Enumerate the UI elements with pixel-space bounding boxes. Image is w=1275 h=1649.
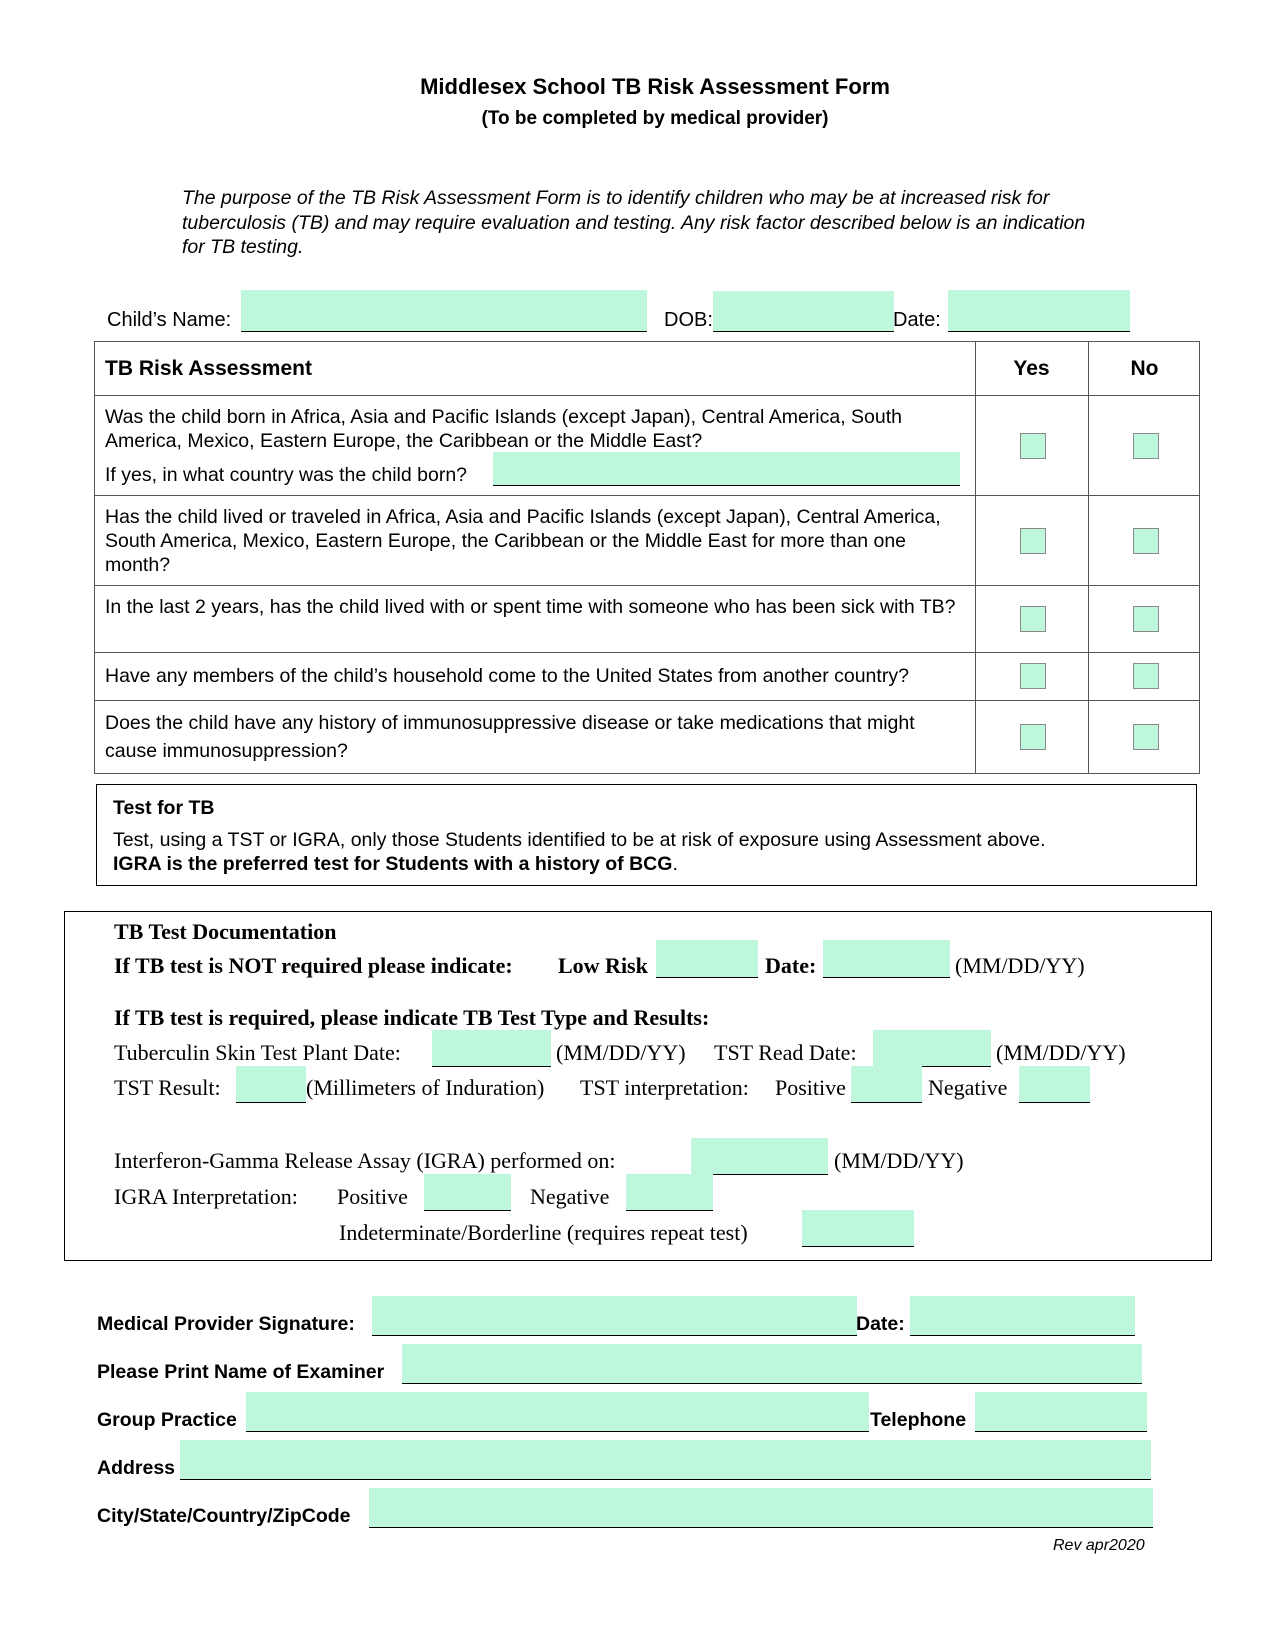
tst-negative-field[interactable] (1019, 1066, 1090, 1103)
q5-no-checkbox[interactable] (1133, 724, 1159, 750)
low-risk-date-field[interactable] (823, 940, 950, 978)
question-text: Was the child born in Africa, Asia and Pacific Islands (except Japan), Central America, South America, Mexico, Eastern Europe, the Caribbean or the Middle East? (105, 406, 903, 452)
igra-date-format: (MM/DD/YY) (834, 1148, 964, 1173)
tst-result-field[interactable] (236, 1066, 306, 1103)
igra-positive-field[interactable] (424, 1174, 511, 1211)
question-text: Does the child have any history of immunosuppressive disease or take medications that might cause immunosuppression? (105, 712, 915, 762)
address-label: Address (97, 1457, 176, 1479)
q2-no-checkbox[interactable] (1133, 528, 1159, 554)
q2-yes-checkbox[interactable] (1020, 528, 1046, 554)
required-label: If TB test is required, please indicate TB Test Type and Results: (114, 1005, 710, 1030)
q4-yes-checkbox[interactable] (1020, 663, 1046, 689)
signature-field[interactable] (372, 1296, 857, 1336)
child-name-label: Child’s Name: (107, 309, 232, 331)
group-practice-label: Group Practice (97, 1409, 237, 1431)
child-date-field[interactable] (948, 290, 1130, 332)
telephone-field[interactable] (975, 1392, 1147, 1432)
tst-positive-field[interactable] (851, 1066, 922, 1103)
tst-plant-date-format: (MM/DD/YY) (556, 1040, 686, 1065)
risk-assessment-table (94, 341, 1200, 774)
risk-table-heading: TB Risk Assessment (105, 357, 312, 380)
dob-label: DOB: (664, 309, 713, 331)
telephone-label: Telephone (870, 1409, 967, 1431)
question-text: Have any members of the child’s household come to the United States from another country? (105, 665, 909, 687)
igra-interpretation-label: IGRA Interpretation: (114, 1184, 298, 1209)
documentation-heading: TB Test Documentation (114, 919, 337, 944)
test-for-tb-heading: Test for TB (113, 797, 215, 819)
test-for-tb-box (96, 784, 1197, 886)
tst-plant-date-label: Tuberculin Skin Test Plant Date: (114, 1040, 401, 1065)
purpose-statement: The purpose of the TB Risk Assessment Form is to identify children who may be at increased risk for tuberculosis (TB) and may require evaluation and testing. Any risk factor described below is an indication for TB testing. (182, 187, 1086, 258)
examiner-name-label: Please Print Name of Examiner (97, 1361, 385, 1383)
q3-yes-checkbox[interactable] (1020, 606, 1046, 632)
tst-result-label: TST Result: (114, 1075, 221, 1100)
question-text: In the last 2 years, has the child lived with or spent time with someone who has been sick with TB? (105, 596, 956, 618)
tst-plant-date-field[interactable] (432, 1030, 551, 1067)
signature-date-label: Date: (856, 1313, 905, 1335)
yes-column-header: Yes (1013, 357, 1050, 380)
birth-country-label: If yes, in what country was the child born? (105, 464, 468, 486)
low-risk-label: Low Risk (558, 953, 648, 978)
no-column-header: No (1130, 357, 1159, 380)
group-practice-field[interactable] (246, 1392, 869, 1432)
q1-no-checkbox[interactable] (1133, 433, 1159, 459)
city-state-zip-field[interactable] (369, 1488, 1153, 1528)
tst-read-date-label: TST Read Date: (714, 1040, 857, 1065)
question-text: Has the child lived or traveled in Africa, Asia and Pacific Islands (except Japan), Central America, South America, Mexico, Eastern Europe, the Caribbean or the Middle East for more than one month? (105, 506, 941, 576)
tst-result-unit: (Millimeters of Induration) (306, 1075, 545, 1100)
indeterminate-label: Indeterminate/Borderline (requires repeat test) (339, 1220, 748, 1245)
tst-read-date-field[interactable] (873, 1030, 991, 1067)
q3-no-checkbox[interactable] (1133, 606, 1159, 632)
birth-country-field[interactable] (493, 452, 960, 486)
dob-field[interactable] (713, 291, 894, 332)
q5-yes-checkbox[interactable] (1020, 724, 1046, 750)
q4-no-checkbox[interactable] (1133, 663, 1159, 689)
tst-positive-label: Positive (775, 1075, 846, 1100)
q1-yes-checkbox[interactable] (1020, 433, 1046, 459)
tst-negative-label: Negative (928, 1075, 1008, 1100)
child-date-label: Date: (893, 309, 941, 331)
igra-positive-label: Positive (337, 1184, 408, 1209)
tst-interpretation-label: TST interpretation: (580, 1075, 749, 1100)
igra-performed-label: Interferon-Gamma Release Assay (IGRA) performed on: (114, 1148, 616, 1173)
child-name-field[interactable] (241, 290, 647, 332)
igra-negative-field[interactable] (626, 1174, 713, 1211)
signature-label: Medical Provider Signature: (97, 1313, 355, 1335)
examiner-name-field[interactable] (402, 1344, 1142, 1384)
low-risk-date-label: Date: (765, 953, 817, 978)
test-for-tb-instruction: Test, using a TST or IGRA, only those Students identified to be at risk of exposure using Assessment above. (113, 829, 1046, 851)
bcg-note: IGRA is the preferred test for Students with a history of BCG. (113, 853, 678, 875)
tst-read-date-format: (MM/DD/YY) (996, 1040, 1126, 1065)
igra-negative-label: Negative (530, 1184, 610, 1209)
low-risk-field[interactable] (656, 940, 758, 978)
page-title: Middlesex School TB Risk Assessment Form (420, 74, 890, 99)
signature-date-field[interactable] (910, 1296, 1135, 1336)
igra-date-field[interactable] (691, 1138, 828, 1175)
indeterminate-field[interactable] (802, 1210, 914, 1247)
page-subtitle: (To be completed by medical provider) (481, 108, 829, 129)
revision-note: Rev apr2020 (1053, 1537, 1145, 1554)
not-required-label: If TB test is NOT required please indicate: (114, 953, 513, 978)
address-field[interactable] (180, 1440, 1151, 1480)
date-format: (MM/DD/YY) (955, 953, 1085, 978)
city-state-zip-label: City/State/Country/ZipCode (97, 1505, 351, 1527)
